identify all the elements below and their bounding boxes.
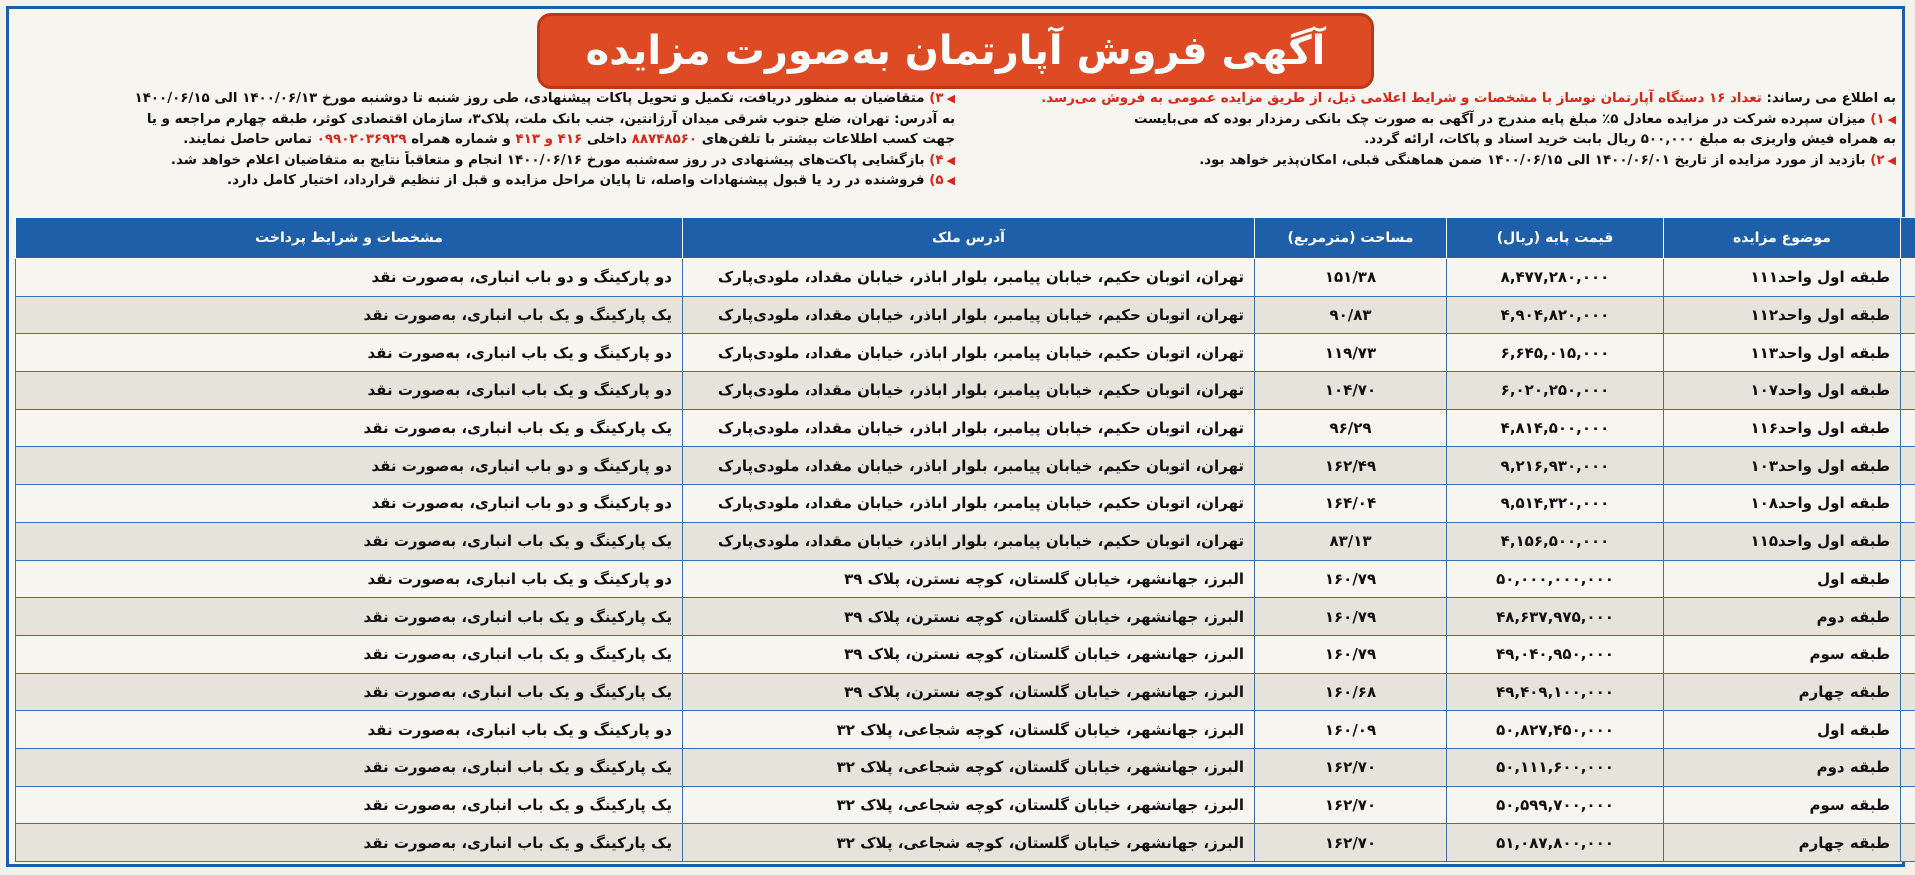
note-1-continued: به همراه فیش واریزی به مبلغ ۵۰۰,۰۰۰ ریال بابت خرید اسناد و پاکات، ارائه گردد. (1364, 132, 1896, 147)
cell-price: ۵۰,۵۹۹,۷۰۰,۰۰۰ (1447, 786, 1664, 824)
table-row (16, 334, 1915, 372)
phone-number: ۸۸۷۴۸۵۶۰ (631, 132, 698, 147)
cell-price: ۵۰,۱۱۱,۶۰۰,۰۰۰ (1447, 748, 1664, 786)
cell-price: ۴,۹۰۴,۸۲۰,۰۰۰ (1447, 296, 1664, 334)
header-price: قیمت پایه (ریال) (1447, 218, 1664, 259)
intro-highlight: تعداد ۱۶ دستگاه آپارتمان نوساز با مشخصات و شرایط اعلامی ذیل، از طریق مزایده عمومی به فروش می‌رسد. (1041, 91, 1762, 106)
cell-terms: یک پارکینگ و یک باب انباری، به‌صورت نقد (16, 824, 683, 862)
cell-price: ۴۹,۰۴۰,۹۵۰,۰۰۰ (1447, 635, 1664, 673)
table-row (16, 824, 1915, 862)
cell-price: ۶,۶۴۵,۰۱۵,۰۰۰ (1447, 334, 1664, 372)
cell-subject: طبقه اول واحد۱۱۵ (1664, 522, 1901, 560)
cell-row-number (1901, 296, 1915, 334)
cell-row-number (1901, 673, 1915, 711)
auction-table (15, 217, 1915, 862)
cell-address: تهران، اتوبان حکیم، خیابان پیامبر، بلوار اباذر، خیابان مقداد، ملودی‌پارک (683, 522, 1255, 560)
cell-row-number (1901, 259, 1915, 297)
cell-address: البرز، جهانشهر، خیابان گلستان، کوچه نسترن، پلاک ۳۹ (683, 598, 1255, 636)
table-row (16, 748, 1915, 786)
cell-subject: طبقه اول واحد۱۱۲ (1664, 296, 1901, 334)
bullet-arrow-icon: ◀ (1887, 153, 1896, 167)
table-row (16, 485, 1915, 523)
cell-terms: یک پارکینگ و یک باب انباری، به‌صورت نقد (16, 635, 683, 673)
ad-frame (6, 6, 1905, 867)
cell-row-number (1901, 560, 1915, 598)
phone-extensions: ۴۱۶ و ۴۱۳ (515, 132, 583, 147)
cell-row-number (1901, 334, 1915, 372)
cell-area: ۱۶۰/۷۹ (1255, 598, 1447, 636)
cell-terms: دو پارکینگ و دو باب انباری، به‌صورت نقد (16, 259, 683, 297)
bullet-arrow-icon: ◀ (946, 153, 955, 167)
cell-area: ۹۰/۸۳ (1255, 296, 1447, 334)
bullet-arrow-icon: ◀ (946, 92, 955, 105)
cell-address: البرز، جهانشهر، خیابان گلستان، کوچه شجاعی، پلاک ۳۲ (683, 786, 1255, 824)
cell-subject: طبقه دوم (1664, 598, 1901, 636)
cell-terms: یک پارکینگ و یک باب انباری، به‌صورت نقد (16, 673, 683, 711)
cell-row-number (1901, 635, 1915, 673)
cell-area: ۱۶۲/۴۹ (1255, 447, 1447, 485)
cell-subject: طبقه اول واحد۱۱۶ (1664, 409, 1901, 447)
cell-address: البرز، جهانشهر، خیابان گلستان، کوچه نسترن، پلاک ۳۹ (683, 635, 1255, 673)
cell-terms: دو پارکینگ و دو باب انباری، به‌صورت نقد (16, 447, 683, 485)
cell-area: ۱۶۰/۰۹ (1255, 711, 1447, 749)
cell-area: ۱۰۴/۷۰ (1255, 372, 1447, 410)
cell-row-number (1901, 447, 1915, 485)
bullet-arrow-icon: ◀ (1887, 112, 1896, 126)
cell-row-number (1901, 786, 1915, 824)
mobile-number: ۰۹۹۰۲۰۳۶۹۲۹ (316, 132, 407, 147)
cell-address: تهران، اتوبان حکیم، خیابان پیامبر، بلوار اباذر، خیابان مقداد، ملودی‌پارک (683, 296, 1255, 334)
cell-address: تهران، اتوبان حکیم، خیابان پیامبر، بلوار اباذر، خیابان مقداد، ملودی‌پارک (683, 485, 1255, 523)
header-terms: مشخصات و شرایط پرداخت (16, 218, 683, 259)
table-row (16, 560, 1915, 598)
cell-address: تهران، اتوبان حکیم، خیابان پیامبر، بلوار اباذر، خیابان مقداد، ملودی‌پارک (683, 259, 1255, 297)
intro-paragraph: به اطلاع می رساند: تعداد ۱۶ دستگاه آپارتمان نوساز با مشخصات و شرایط اعلامی ذیل، از طریق مزایده عمومی به فروش می‌رسد. (1041, 91, 1896, 106)
notes-section (15, 89, 1896, 215)
table-row (16, 522, 1915, 560)
cell-subject: طبقه اول واحد۱۱۱ (1664, 259, 1901, 297)
cell-row-number (1901, 748, 1915, 786)
cell-terms: یک پارکینگ و یک باب انباری، به‌صورت نقد (16, 409, 683, 447)
table-row (16, 711, 1915, 749)
cell-terms: یک پارکینگ و یک باب انباری، به‌صورت نقد (16, 522, 683, 560)
cell-address: البرز، جهانشهر، خیابان گلستان، کوچه شجاعی، پلاک ۳۲ (683, 711, 1255, 749)
cell-subject: طبقه اول واحد۱۰۷ (1664, 372, 1901, 410)
cell-subject: طبقه اول واحد۱۰۳ (1664, 447, 1901, 485)
cell-area: ۱۶۲/۷۰ (1255, 748, 1447, 786)
cell-price: ۵۱,۰۸۷,۸۰۰,۰۰۰ (1447, 824, 1664, 862)
cell-price: ۴,۱۵۶,۵۰۰,۰۰۰ (1447, 522, 1664, 560)
table-row (16, 635, 1915, 673)
cell-subject: طبقه چهارم (1664, 673, 1901, 711)
cell-subject: طبقه سوم (1664, 786, 1901, 824)
cell-subject: طبقه اول (1664, 711, 1901, 749)
cell-address: البرز، جهانشهر، خیابان گلستان، کوچه نسترن، پلاک ۳۹ (683, 673, 1255, 711)
note-4: ◀۴) بازگشایی پاکت‌های پیشنهادی در روز سه‌شنبه مورخ ۱۴۰۰/۰۶/۱۶ انجام و متعاقباً نتایج به متقاضیان اعلام خواهد شد. (170, 152, 955, 168)
cell-row-number (1901, 711, 1915, 749)
cell-area: ۱۵۱/۳۸ (1255, 259, 1447, 297)
cell-address: تهران، اتوبان حکیم، خیابان پیامبر، بلوار اباذر، خیابان مقداد، ملودی‌پارک (683, 372, 1255, 410)
table-body (16, 259, 1915, 862)
cell-area: ۱۶۲/۷۰ (1255, 824, 1447, 862)
note-3-contact: جهت کسب اطلاعات بیشتر با تلفن‌های ۸۸۷۴۸۵۶۰ داخلی ۴۱۶ و ۴۱۳ و شماره همراه ۰۹۹۰۲۰۳۶۹۲۹ تماس حاصل نمایند. (183, 132, 955, 147)
note-3: ◀۳) متقاضیان به منظور دریافت، تکمیل و تحویل پاکات پیشنهادی، طی روز شنبه تا دوشنبه مورخ ۱۴۰۰/۰۶/۱۳ الی ۱۴۰۰/۰۶/۱۵ (134, 91, 955, 106)
table-row (16, 296, 1915, 334)
cell-terms: دو پارکینگ و دو باب انباری، به‌صورت نقد (16, 485, 683, 523)
cell-row-number (1901, 598, 1915, 636)
table-row (16, 372, 1915, 410)
cell-area: ۱۶۰/۷۹ (1255, 635, 1447, 673)
cell-area: ۸۳/۱۳ (1255, 522, 1447, 560)
cell-row-number (1901, 824, 1915, 862)
cell-terms: دو پارکینگ و یک باب انباری، به‌صورت نقد (16, 334, 683, 372)
cell-subject: طبقه دوم (1664, 748, 1901, 786)
cell-terms: دو پارکینگ و یک باب انباری، به‌صورت نقد (16, 711, 683, 749)
cell-area: ۱۱۹/۷۳ (1255, 334, 1447, 372)
cell-subject: طبقه سوم (1664, 635, 1901, 673)
cell-address: البرز، جهانشهر، خیابان گلستان، کوچه نسترن، پلاک ۳۹ (683, 560, 1255, 598)
header-subject: موضوع مزایده (1664, 218, 1901, 259)
cell-terms: یک پارکینگ و یک باب انباری، به‌صورت نقد (16, 296, 683, 334)
ad-title: آگهی فروش آپارتمان به‌صورت مزایده (537, 13, 1375, 89)
cell-row-number (1901, 372, 1915, 410)
cell-price: ۹,۵۱۴,۳۲۰,۰۰۰ (1447, 485, 1664, 523)
header-row-number (1901, 218, 1915, 259)
cell-area: ۱۶۴/۰۴ (1255, 485, 1447, 523)
cell-price: ۴,۸۱۴,۵۰۰,۰۰۰ (1447, 409, 1664, 447)
cell-price: ۵۰,۸۲۷,۴۵۰,۰۰۰ (1447, 711, 1664, 749)
cell-address: تهران، اتوبان حکیم، خیابان پیامبر، بلوار اباذر، خیابان مقداد، ملودی‌پارک (683, 409, 1255, 447)
cell-area: ۱۶۰/۶۸ (1255, 673, 1447, 711)
cell-row-number (1901, 485, 1915, 523)
note-3-address: به آدرس: تهران، ضلع جنوب شرقی میدان آرژانتین، جنب بانک ملت، پلاک۳، سازمان اقتصادی کوثر، طبقه چهارم مراجعه و یا (146, 111, 955, 127)
cell-address: البرز، جهانشهر، خیابان گلستان، کوچه شجاعی، پلاک ۳۲ (683, 748, 1255, 786)
cell-area: ۱۶۰/۷۹ (1255, 560, 1447, 598)
header-area: مساحت (مترمربع) (1255, 218, 1447, 259)
table-row (16, 409, 1915, 447)
cell-price: ۴۹,۴۰۹,۱۰۰,۰۰۰ (1447, 673, 1664, 711)
table-row (16, 259, 1915, 297)
table-row (16, 447, 1915, 485)
table-row (16, 786, 1915, 824)
cell-terms: دو پارکینگ و یک باب انباری، به‌صورت نقد (16, 372, 683, 410)
cell-subject: طبقه اول واحد۱۰۸ (1664, 485, 1901, 523)
bullet-arrow-icon: ◀ (946, 174, 955, 187)
notes-left-column (15, 89, 955, 192)
cell-terms: دو پارکینگ و یک باب انباری، به‌صورت نقد (16, 560, 683, 598)
header-address: آدرس ملک (683, 218, 1255, 259)
cell-subject: طبقه چهارم (1664, 824, 1901, 862)
notes-right-column (961, 89, 1896, 171)
cell-price: ۹,۲۱۶,۹۳۰,۰۰۰ (1447, 447, 1664, 485)
table-row (16, 598, 1915, 636)
cell-area: ۹۶/۲۹ (1255, 409, 1447, 447)
cell-price: ۴۸,۶۳۷,۹۷۵,۰۰۰ (1447, 598, 1664, 636)
cell-terms: یک پارکینگ و یک باب انباری، به‌صورت نقد (16, 598, 683, 636)
table-header-row (16, 218, 1915, 259)
cell-price: ۸,۴۷۷,۲۸۰,۰۰۰ (1447, 259, 1664, 297)
note-5: ◀۵) فروشنده در رد یا قبول پیشنهادات واصله، تا پایان مراحل مزایده و قبل از تنظیم قرارداد، اختیار کامل دارد. (227, 173, 955, 188)
cell-address: تهران، اتوبان حکیم، خیابان پیامبر، بلوار اباذر، خیابان مقداد، ملودی‌پارک (683, 447, 1255, 485)
cell-terms: یک پارکینگ و یک باب انباری، به‌صورت نقد (16, 748, 683, 786)
cell-price: ۶,۰۲۰,۲۵۰,۰۰۰ (1447, 372, 1664, 410)
cell-subject: طبقه اول واحد۱۱۳ (1664, 334, 1901, 372)
cell-price: ۵۰,۰۰۰,۰۰۰,۰۰۰ (1447, 560, 1664, 598)
cell-subject: طبقه اول (1664, 560, 1901, 598)
table-row (16, 673, 1915, 711)
note-1: ◀۱) میزان سپرده شرکت در مزایده معادل ۵٪ مبلغ پایه مندرج در آگهی به صورت چک بانکی رمزدار بوده که می‌بایست (1133, 111, 1896, 127)
note-2: ◀۲) بازدید از مورد مزایده از تاریخ ۱۴۰۰/۰۶/۰۱ الی ۱۴۰۰/۰۶/۱۵ ضمن هماهنگی قبلی، امکان‌پذیر خواهد بود. (1199, 152, 1896, 168)
cell-address: تهران، اتوبان حکیم، خیابان پیامبر، بلوار اباذر، خیابان مقداد، ملودی‌پارک (683, 334, 1255, 372)
cell-address: البرز، جهانشهر، خیابان گلستان، کوچه شجاعی، پلاک ۳۲ (683, 824, 1255, 862)
cell-terms: یک پارکینگ و یک باب انباری، به‌صورت نقد (16, 786, 683, 824)
cell-row-number (1901, 409, 1915, 447)
cell-area: ۱۶۲/۷۰ (1255, 786, 1447, 824)
cell-row-number (1901, 522, 1915, 560)
